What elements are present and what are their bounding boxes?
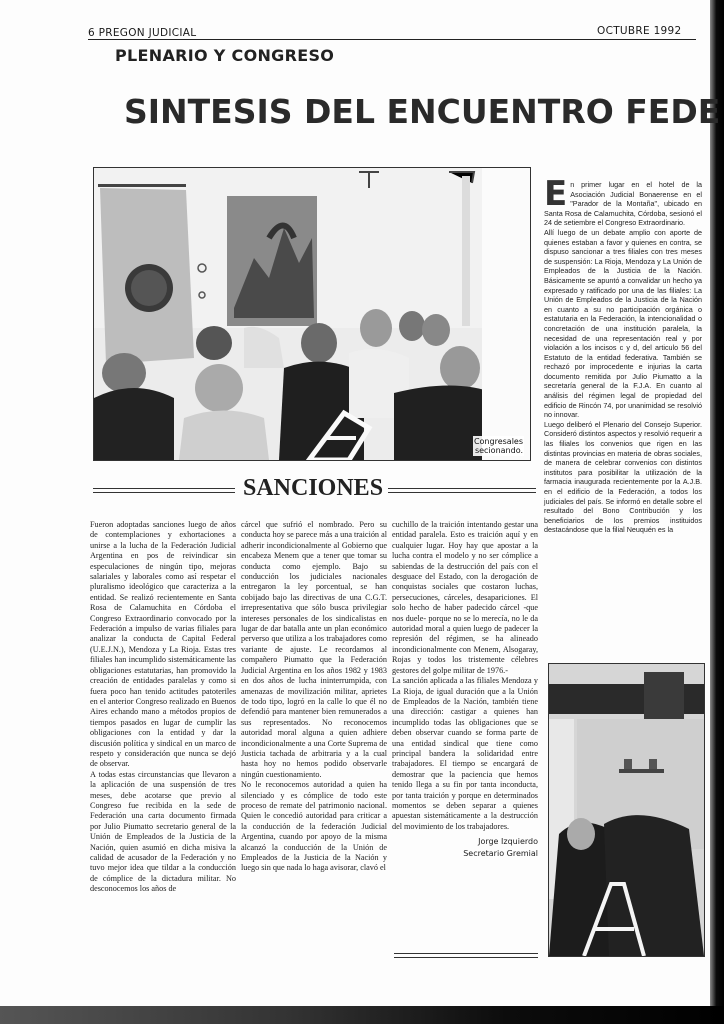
column-paragraph: La sanción aplicada a las filiales Mendoza y La Rioja, de igual duración que a la Unión de Empleados de la Nación, también tiene una dirección: castigar a quienes han incumplido todas las obligaciones que se deben observar cuando se forma parte de una entidad sindical que tiene como principal bandera la solidaridad entre trabajadores. El tiempo se encargará de demostrar que la paciencia que hemos tenido llega a su fin por tanta inconducta, por tanta traición y porque en determinados momentos se deben separar a quienes apuestan sistemáticamente a la destrucción del movimiento de los trabajadores. — [392, 676, 538, 831]
signature-title: Secretario Gremial — [463, 849, 538, 859]
column-paragraph: cárcel que sufrió el nombrado. Pero su conducta hoy se parece más a una traición al adherir incondicionalmente al Gobierno que encabeza Menem que a tener que tomar su conducta como ejemplo. Bajo su conducción los judiciales nacionales entregaron la ley porcentual, se han cobijado bajo las directivas de una C.G.T. irrepresentativa que sólo busca privilegiar intereses personales de los sindicalistas en lugar de dar batalla ante un plan económico perverso que utiliza a los trabajadores como variante de ajuste. Le recordamos al compañero Piumatto que la Federación Judicial Argentina en los años 1982 y 1983 en dos años de lucha ininterrumpida, con amenazas de movilización militar, aprietes de todo tipo, logró en la calle lo que él no defendió para mantener bien remunerados a sus representados. No reconocemos autoridad moral alguna a quien adhiere incondicionalmente a una Corte Suprema de Justicia tachada de arbitraria y a la cual hasta hoy no hemos podido observarle ningún cuestionamiento. — [241, 520, 387, 779]
article-column-2 — [241, 520, 387, 874]
column-paragraph: A todas estas circunstancias que llevaron a la aplicación de una suspensión de tres meses, debe acotarse que previo al Congreso fue recibida en la sede de Federación una carta documento firmada por Julio Piumatto secretario general de la Unión de Empleados de la Justicia de la Nación, quien asumió en dicha misiva la calidad de acusador de la Federación y no tuvo mejor idea que tildar a la conducción de cómplice de la dictadura militar. No desconocemos los años de — [90, 769, 236, 894]
signature-block — [392, 836, 538, 860]
column-paragraph: cuchillo de la traición intentando gestar una entidad paralela. Esto es traición aquí y en cualquier lugar. Hoy hay que apostar a la lucha contra el modelo y no ser cómplice a sabiendas de la destrucción del país con el desguace del Estado, con la derogación de conquistas sociales que costaron luchas, persecuciones, cárceles, desapariciones. El solo hecho de haber padecido cárcel -que nos duele- porque no se lo merecía, no le da autoridad moral a quien luego de padecer la represión del régimen, se ha alineado incondicionalmente con Menem, Alsogaray, Rojas y todos los tristemente célebres gestores del golpe militar de 1976.- — [392, 520, 538, 675]
sidebar-paragraph: n primer lugar en el hotel de la Asociación Judicial Bonaerense en el "Parador de la Montaña", ubicado en Santa Rosa de Calamuchita, Córdoba, sesionó el 24 de setiembre el Congreso Extraordinario. — [544, 180, 702, 228]
headline: SINTESIS DEL ENCUENTRO FEDE — [124, 92, 721, 131]
column-paragraph: Fueron adoptadas sanciones luego de años de contemplaciones y exhortaciones a unirse a la lucha de la Federación Judicial Argentina en pos de reivindicar sin especulaciones de ningún tipo, mejoras salariales y laborales como así respetar el pluralismo ideológico que caracteriza a la entidad. Se realizó recientemente en Santa Rosa de Calamuchita en Córdoba el Congreso Extraordinario convocado por la Federación a impulso de varias filiales para analizar la conducta de Capital Federal (U.E.J.N.), Mendoza y La Rioja. Estas tres filiales han incumplido sistemáticamente las obligaciones estatutarias, han promovido la creación de entidades paralelas y como si fuera poco han tenido actitudes patoteriles en el anterior Congreso realizado en Buenos Aires echando mano a métodos propios de tiempos pasados en lugar de cumplir las obligaciones con la entidad y dar la discusión política y sindical en un marco de respeto y consideración que nunca se dejó de observar. — [90, 520, 236, 769]
page-folio: 6 PREGON JUDICIAL — [88, 27, 197, 39]
article-column-1 — [90, 520, 236, 895]
article-end-rule — [394, 953, 538, 958]
photo-caption — [473, 436, 524, 456]
meeting-photo-image — [549, 664, 704, 956]
sidebar-paragraph: Allí luego de un debate amplio con aporte de quienes estaban a favor y quienes en contra, se dispuso sancionar a tres filiales con tres meses de suspensión: La Rioja, Mendoza y La Unión de Empleados de la Justicia de la Nación. Básicamente se apuntó a convalidar un hecho ya expresado y ratificado por una de las filiales: La Unión de Empleados de la Justicia de la Nación en cuanto a su no participación orgánica o estatutaria en la Federación, la intencionalidad o concretación de una institución paralela, la necesidad de una representación real y por violación a los incisos c y d, del articulo 56 del Estatuto de la entidad federativa. También se rechazó por improcedente e injurias la carta documento remitida por Julio Piumatto a la secretaría general de la F.J.A. En cuanto al análisis del régimen legal de propiedad del edificio de Rincón 74, por unanimidad se resolvió no innovar. — [544, 227, 702, 420]
meeting-photo — [548, 663, 705, 957]
congress-photo — [93, 167, 531, 461]
sidebar-paragraph: Luego deliberó el Plenario del Consejo Superior. Consideró distintos aspectos y resolvió requerir a las filiales los convenios que rigen en las distintas provincias en materia de obras sociales, de manera de celebrar convenios con distintos institutos para posibilitar la utilización de la farmacia inaugurada recientemente por la A.J.B. en el edificio de la Federación, a todos los judiciales del país. Se informó en detalle sobre el resultado del Bono Contribución y los beneficiarios de los premios instituidos destacándose que la filial Neuquén es la — [544, 419, 702, 535]
section-rule-right — [388, 488, 536, 493]
congress-photo-image — [94, 168, 530, 460]
column-paragraph: No le reconocemos autoridad a quien ha silenciado y es cómplice de todo este proceso de remate del patrimonio nacional. Quien le concedió autoridad para criticar a la conducción de la federación Judicial Argentina, cuando por apoyo de la misma alcanzó la conducción de la Unión de Empleados de la Justicia de la Nación y luego sin que nada lo haga avisorar, clavó el — [241, 780, 387, 873]
header-rule — [88, 39, 696, 40]
article-column-3 — [392, 520, 538, 860]
drop-cap: E — [544, 174, 568, 214]
page-bottom-shadow — [0, 1006, 724, 1024]
issue-date: OCTUBRE 1992 — [597, 25, 682, 37]
section-title: SANCIONES — [243, 475, 384, 501]
signature-name: Jorge Izquierdo — [478, 837, 538, 847]
photo-caption-line1: Congresales — [473, 437, 523, 446]
photo-caption-line2: secionando. — [474, 446, 523, 455]
sidebar-article — [544, 174, 702, 535]
page-spine-shadow — [710, 0, 724, 1024]
kicker-title: PLENARIO Y CONGRESO — [115, 46, 335, 65]
section-rule-left — [93, 488, 235, 493]
